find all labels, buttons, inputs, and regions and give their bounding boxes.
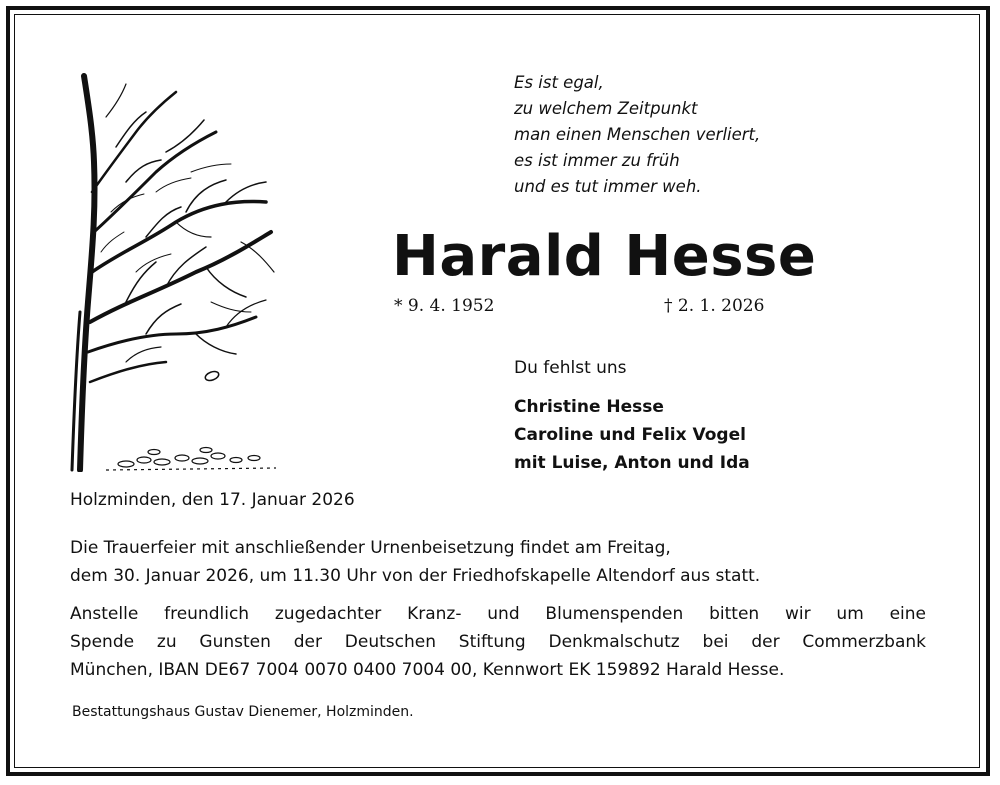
mourner-name: Christine Hesse <box>514 397 664 417</box>
poem-line: es ist immer zu früh <box>514 151 680 170</box>
donation-line: Anstelle freundlich zugedachter Kranz- und Blumenspenden bitten wir um eine <box>70 604 926 624</box>
poem-line: Es ist egal, <box>514 73 604 92</box>
donation-line: Spende zu Gunsten der Deutschen Stiftung Denkmalschutz bei der Commerzbank <box>70 632 926 652</box>
donation-notice <box>70 600 926 684</box>
place-date: Holzminden, den 17. Januar 2026 <box>70 490 355 510</box>
poem-line: und es tut immer weh. <box>514 177 702 196</box>
death-date: † 2. 1. 2026 <box>664 296 765 316</box>
ceremony-notice <box>70 534 760 590</box>
ceremony-line: Die Trauerfeier mit anschließender Urnenbeisetzung findet am Freitag, <box>70 538 671 558</box>
undertaker: Bestattungshaus Gustav Dienemer, Holzminden. <box>72 704 414 720</box>
mourner-name: mit Luise, Anton und Ida <box>514 453 750 473</box>
poem-line: zu welchem Zeitpunkt <box>514 99 698 118</box>
poem <box>514 70 760 200</box>
donation-line: München, IBAN DE67 7004 0070 0400 7004 00, Kennwort EK 159892 Harald Hesse. <box>70 660 785 680</box>
poem-line: man einen Menschen verliert, <box>514 125 761 144</box>
bare-tree-illustration <box>66 72 282 472</box>
mourners-list <box>514 393 750 477</box>
mourner-name: Caroline und Felix Vogel <box>514 425 746 445</box>
ceremony-line: dem 30. Januar 2026, um 11.30 Uhr von der Friedhofskapelle Altendorf aus statt. <box>70 566 761 586</box>
birth-date: * 9. 4. 1952 <box>394 296 495 316</box>
mourners-intro: Du fehlst uns <box>514 358 627 378</box>
deceased-name: Harald Hesse <box>392 224 817 289</box>
